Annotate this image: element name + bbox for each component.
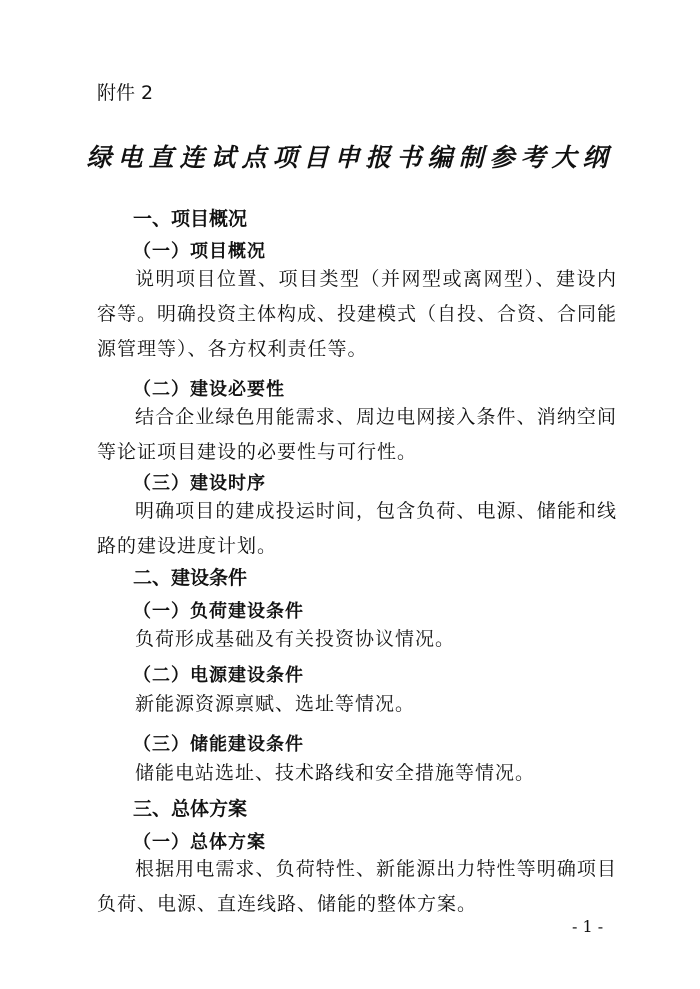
section-heading-1: 一、项目概况 xyxy=(133,208,248,230)
subsection-heading-2-1: （一）负荷建设条件 xyxy=(133,601,304,622)
subsection-heading-1-2: （二）建设必要性 xyxy=(133,379,285,400)
subsection-heading-1-1: （一）项目概况 xyxy=(133,241,266,262)
paragraph-1-1: 说明项目位置、项目类型（并网型或离网型）、建设内容等。明确投资主体构成、投建模式（自投、合资、合同能源管理等）、各方权利责任等。 xyxy=(97,268,618,360)
paragraph-2-3: 储能电站选址、技术路线和安全措施等情况。 xyxy=(135,762,536,784)
subsection-heading-1-3: （三）建设时序 xyxy=(133,473,266,494)
page-number: - 1 - xyxy=(572,917,604,936)
attachment-label: 附件 2 xyxy=(97,82,154,104)
paragraph-1-2: 结合企业绿色用能需求、周边电网接入条件、消纳空间等论证项目建设的必要性与可行性。 xyxy=(97,406,617,463)
document-title: 绿电直连试点项目申报书编制参考大纲 xyxy=(86,143,614,172)
paragraph-2-1: 负荷形成基础及有关投资协议情况。 xyxy=(135,628,456,650)
subsection-heading-2-3: （三）储能建设条件 xyxy=(133,734,304,755)
subsection-heading-2-2: （二）电源建设条件 xyxy=(133,665,304,686)
paragraph-3-1: 根据用电需求、负荷特性、新能源出力特性等明确项目负荷、电源、直连线路、储能的整体方案。 xyxy=(97,858,617,915)
section-heading-3: 三、总体方案 xyxy=(133,798,248,820)
paragraph-1-3: 明确项目的建成投运时间，包含负荷、电源、储能和线路的建设进度计划。 xyxy=(97,500,617,557)
section-heading-2: 二、建设条件 xyxy=(133,567,248,589)
subsection-heading-3-1: （一）总体方案 xyxy=(133,832,266,853)
paragraph-2-2: 新能源资源禀赋、选址等情况。 xyxy=(135,693,416,715)
